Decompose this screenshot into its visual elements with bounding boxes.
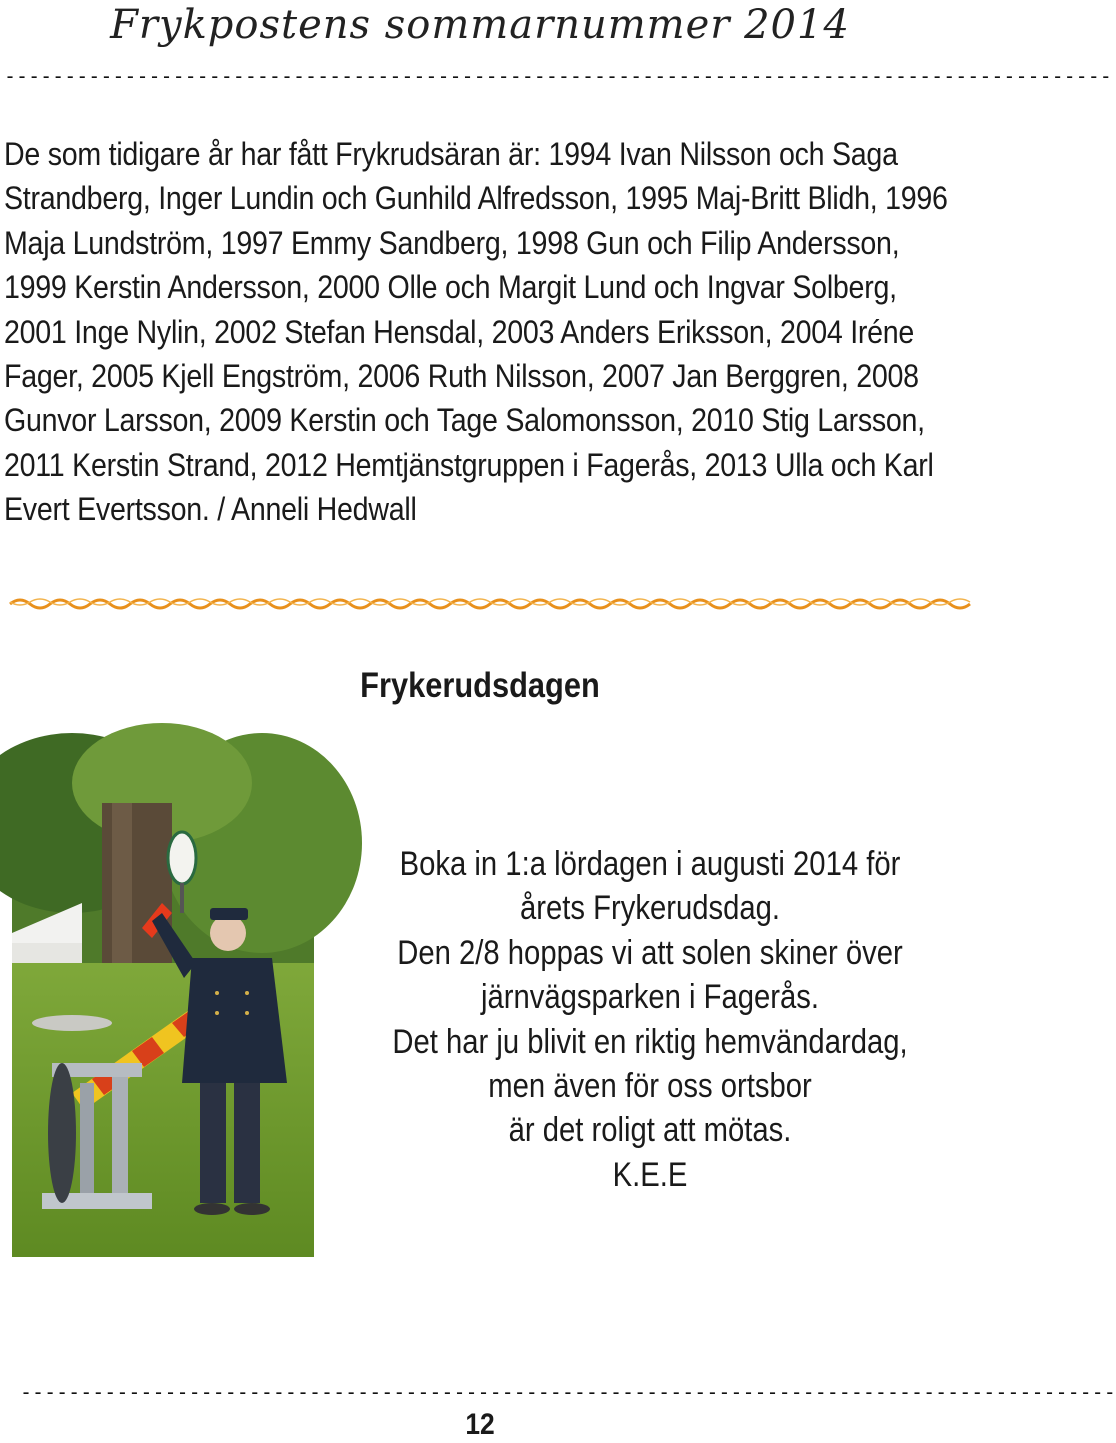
notice-line: årets Frykerudsdag. bbox=[519, 889, 781, 928]
decorative-divider bbox=[10, 592, 950, 616]
notice-line: men även för oss ortsbor bbox=[488, 1067, 812, 1106]
header-separator: -------------------------------------------------------------------------------------------- bbox=[4, 64, 1112, 88]
notice-line: järnvägsparken i Fagerås. bbox=[480, 978, 820, 1017]
footer-separator: ------------------------------------------------------------------------------------------- bbox=[20, 1380, 1116, 1404]
event-notice bbox=[340, 842, 960, 1197]
notice-line: Den 2/8 hoppas vi att solen skiner över bbox=[397, 933, 903, 972]
notice-signature: K.E.E bbox=[612, 1155, 688, 1194]
notice-line: Det har ju blivit en riktig hemvändardag, bbox=[392, 1022, 908, 1061]
page-number: 12 bbox=[465, 1408, 495, 1441]
section-title: Frykerudsdagen bbox=[360, 666, 600, 705]
notice-line: Boka in 1:a lördagen i augusti 2014 för bbox=[399, 845, 901, 883]
photo-man-with-railway-signal bbox=[12, 763, 314, 1257]
honorees-paragraph: De som tidigare år har fått Frykrudsäran är: 1994 Ivan Nilsson och Saga Strandberg, Inger Lundin och Gunhild Alfredsson, 1995 Maj-Britt Blidh, 1996 Maja Lundström, 1997 Emmy Sandberg, 1998 Gun och Filip Andersson, 1999 Kerstin Andersson, 2000 Olle och Margit Lund och Ingvar Solberg, 2001 Inge Nylin, 2002 Stefan Hensdal, 2003 Anders Eriksson, 2004 Iréne Fager, 2005 Kjell Engström, 2006 Ruth Nilsson, 2007 Jan Berggren, 2008 Gunvor Larsson, 2009 Kerstin och Tage Salomonsson, 2010 Stig Larsson, 2011 Kerstin Strand, 2012 Hemtjänstgruppen i Fagerås, 2013 Ulla och Karl Evert Evertsson. / Anneli Hedwall bbox=[4, 136, 948, 528]
notice-line: är det roligt att mötas. bbox=[508, 1111, 792, 1150]
newsletter-title: Frykpostens sommarnummer 2014 bbox=[110, 2, 850, 48]
